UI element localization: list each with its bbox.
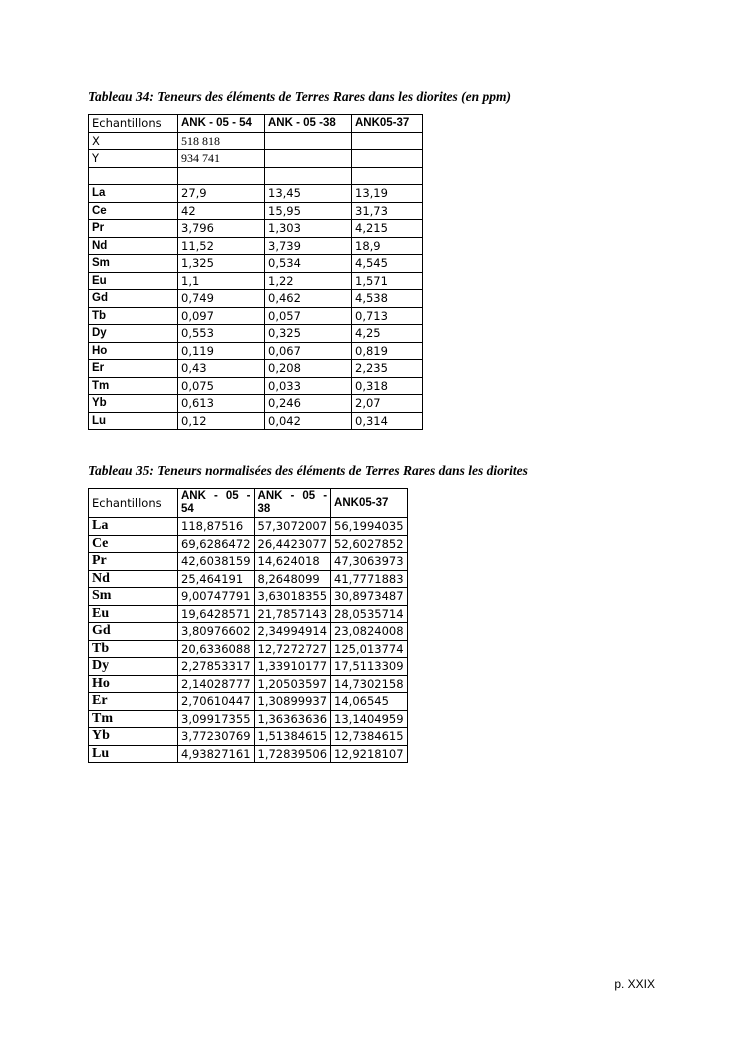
table-cell: 0,12 [178,412,265,430]
table-row [89,307,423,325]
table-cell: 14,7302158 [331,675,408,693]
table-cell: 30,8973487 [331,588,408,606]
table-cell: 12,7272727 [254,640,331,658]
table-cell: 4,538 [352,290,423,308]
table-cell: 0,43 [178,360,265,378]
table-cell: 69,6286472 [178,535,255,553]
table-cell: 20,6336088 [178,640,255,658]
element-label: Sm [89,255,178,273]
table-row [89,570,408,588]
table-row [89,342,423,360]
empty-row [89,167,423,185]
table-cell: 23,0824008 [331,623,408,641]
table-cell: 31,73 [352,202,423,220]
table-row [89,220,423,238]
table-row [89,395,423,413]
table-cell: 42,6038159 [178,553,255,571]
table-cell: 41,7771883 [331,570,408,588]
table-cell: 8,2648099 [254,570,331,588]
table-cell: 0,067 [265,342,352,360]
element-label: Eu [89,605,178,623]
element-label: Tb [89,307,178,325]
table-cell: 27,9 [178,185,265,203]
table-header-row [89,115,423,133]
table-cell: 13,45 [265,185,352,203]
table-cell: 0,462 [265,290,352,308]
table-row [89,623,408,641]
column-header: ANK - 05 - 54 [178,115,265,133]
table-cell: 4,93827161 [178,745,255,763]
column-header: ANK05-37 [331,489,408,518]
table-cell: 0,613 [178,395,265,413]
table-cell [89,167,178,185]
table-cell: 2,34994914 [254,623,331,641]
table-row [89,325,423,343]
table-cell: 3,09917355 [178,710,255,728]
element-label: Lu [89,412,178,430]
element-label: Sm [89,588,178,606]
table-cell: 2,235 [352,360,423,378]
table-cell: 2,07 [352,395,423,413]
element-label: Nd [89,570,178,588]
row-label: Y [89,150,178,168]
table-cell: 0,208 [265,360,352,378]
table-34 [88,114,423,430]
element-label: Tm [89,710,178,728]
table-row [89,272,423,290]
table-cell [352,167,423,185]
table-cell: 13,1404959 [331,710,408,728]
table-cell: 0,534 [265,255,352,273]
table-cell: 47,3063973 [331,553,408,571]
table-row [89,412,423,430]
table-cell: 12,7384615 [331,728,408,746]
table-cell: 4,215 [352,220,423,238]
element-label: Nd [89,237,178,255]
page-number: p. XXIX [614,977,655,991]
element-label: Pr [89,553,178,571]
table-35 [88,488,408,763]
table-34-caption: Tableau 34: Teneurs des éléments de Terres Rares dans les diorites (en ppm) [88,89,512,104]
table-cell: 0,314 [352,412,423,430]
table-cell: 12,9218107 [331,745,408,763]
element-label: Tb [89,640,178,658]
table-cell: 0,119 [178,342,265,360]
table-cell: 1,303 [265,220,352,238]
table-cell: 0,553 [178,325,265,343]
row-label: X [89,132,178,150]
table-row [89,588,408,606]
table-cell: 0,042 [265,412,352,430]
table-cell: 19,6428571 [178,605,255,623]
table-cell: 4,25 [352,325,423,343]
element-label: La [89,185,178,203]
table-cell: 0,033 [265,377,352,395]
column-header: ANK05-37 [352,115,423,133]
table-row [89,255,423,273]
table-cell: 1,51384615 [254,728,331,746]
element-label: Er [89,693,178,711]
table-cell: 15,95 [265,202,352,220]
table-cell: 11,52 [178,237,265,255]
table-cell: 1,72839506 [254,745,331,763]
table-cell [265,150,352,168]
element-label: Gd [89,623,178,641]
table-cell: 0,713 [352,307,423,325]
column-header: ANK - 05 - 38 [254,489,331,518]
table-cell [352,150,423,168]
table-cell: 56,1994035 [331,518,408,536]
table-row [89,237,423,255]
table-header-row [89,489,408,518]
table-row [89,377,423,395]
element-label: Ho [89,675,178,693]
table-cell: 57,3072007 [254,518,331,536]
table-cell: 14,06545 [331,693,408,711]
element-label: Ho [89,342,178,360]
table-cell: 26,4423077 [254,535,331,553]
element-label: Dy [89,325,178,343]
table-cell: 21,7857143 [254,605,331,623]
table-cell: 0,075 [178,377,265,395]
table-row [89,710,408,728]
element-label: Lu [89,745,178,763]
element-label: Yb [89,728,178,746]
column-header: ANK - 05 - 54 [178,489,255,518]
table-row [89,553,408,571]
table-cell: 2,14028777 [178,675,255,693]
table-cell: 52,6027852 [331,535,408,553]
table-cell: 3,63018355 [254,588,331,606]
column-header: ANK - 05 -38 [265,115,352,133]
table-cell: 0,325 [265,325,352,343]
table-row [89,360,423,378]
table-cell: 2,27853317 [178,658,255,676]
table-row [89,658,408,676]
table-cell [352,132,423,150]
table-row [89,185,423,203]
column-header: Echantillons [89,115,178,133]
table-cell: 0,097 [178,307,265,325]
table-cell: 3,77230769 [178,728,255,746]
table-cell: 25,464191 [178,570,255,588]
table-cell [265,132,352,150]
element-label: La [89,518,178,536]
table-row [89,745,408,763]
table-cell: 1,36363636 [254,710,331,728]
table-cell: 518 818 [178,132,265,150]
table-cell: 13,19 [352,185,423,203]
table-cell: 9,00747791 [178,588,255,606]
table-cell: 28,0535714 [331,605,408,623]
element-label: Dy [89,658,178,676]
table-cell: 1,33910177 [254,658,331,676]
table-cell: 1,20503597 [254,675,331,693]
table-cell: 0,749 [178,290,265,308]
table-row [89,518,408,536]
element-label: Ce [89,535,178,553]
table-cell: 125,013774 [331,640,408,658]
table-cell: 1,325 [178,255,265,273]
table-cell: 4,545 [352,255,423,273]
table-cell: 0,318 [352,377,423,395]
table-row [89,693,408,711]
element-label: Er [89,360,178,378]
table-cell: 0,246 [265,395,352,413]
element-label: Ce [89,202,178,220]
table-row [89,290,423,308]
table-row [89,640,408,658]
element-label: Eu [89,272,178,290]
table-cell: 42 [178,202,265,220]
table-row [89,202,423,220]
table-row [89,728,408,746]
table-row [89,675,408,693]
table-cell [178,167,265,185]
element-label: Yb [89,395,178,413]
table-cell: 1,30899937 [254,693,331,711]
table-cell [265,167,352,185]
table-row [89,535,408,553]
element-label: Tm [89,377,178,395]
table-cell: 934 741 [178,150,265,168]
table-cell: 17,5113309 [331,658,408,676]
element-label: Gd [89,290,178,308]
coordinate-row [89,150,423,168]
table-cell: 1,1 [178,272,265,290]
table-cell: 2,70610447 [178,693,255,711]
table-cell: 18,9 [352,237,423,255]
table-cell: 0,057 [265,307,352,325]
table-cell: 1,22 [265,272,352,290]
coordinate-row [89,132,423,150]
table-row [89,605,408,623]
column-header: Echantillons [89,489,178,518]
table-cell: 0,819 [352,342,423,360]
table-cell: 118,87516 [178,518,255,536]
table-cell: 3,739 [265,237,352,255]
table-cell: 3,80976602 [178,623,255,641]
table-cell: 3,796 [178,220,265,238]
table-cell: 1,571 [352,272,423,290]
element-label: Pr [89,220,178,238]
table-cell: 14,624018 [254,553,331,571]
table-35-caption: Tableau 35: Teneurs normalisées des éléments de Terres Rares dans les diorites [88,463,528,478]
